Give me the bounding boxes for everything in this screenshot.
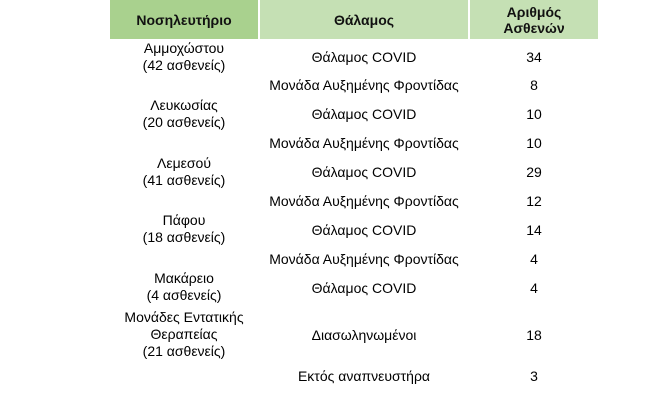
hospital-makareio: Μακάρειο (4 ασθενείς) [146, 270, 222, 303]
ward-cell: Μονάδα Αυξημένης Φροντίδας [269, 77, 459, 93]
patients-table [110, 0, 598, 418]
count-cell: 4 [530, 251, 538, 267]
ward-cell: Μονάδα Αυξημένης Φροντίδας [269, 251, 459, 267]
count-cell: 8 [530, 77, 538, 93]
ward-cell: Θάλαμος COVID [311, 164, 417, 180]
hospital-pafou: Πάφου (18 ασθενείς) [142, 212, 226, 245]
count-cell: 12 [526, 193, 542, 209]
ward-cell: Θάλαμος COVID [311, 49, 417, 65]
header-patient-count: Αριθμός Ασθενών [470, 0, 598, 39]
hospital-lemesou: Λεμεσού (41 ασθενείς) [142, 155, 226, 188]
header-hospital: Νοσηλευτήριο [110, 0, 258, 39]
count-cell: 14 [526, 222, 542, 238]
ward-cell: Διασωληνωμένοι [311, 327, 417, 343]
count-cell: 3 [530, 368, 538, 384]
count-cell: 29 [526, 164, 542, 180]
ward-cell: Μονάδα Αυξημένης Φροντίδας [269, 193, 459, 209]
hospital-icu: Μονάδες Εντατικής Θεραπείας (21 ασθενείς) [124, 309, 244, 359]
ward-cell: Μονάδα Αυξημένης Φροντίδας [269, 135, 459, 151]
count-cell: 10 [526, 106, 542, 122]
ward-cell: Θάλαμος COVID [311, 106, 417, 122]
count-cell: 34 [526, 49, 542, 65]
table-header [110, 0, 598, 39]
count-cell: 4 [530, 280, 538, 296]
count-cell: 10 [526, 135, 542, 151]
header-ward: Θάλαμος [260, 0, 468, 39]
table-body [110, 39, 598, 418]
count-cell: 18 [526, 327, 542, 343]
ward-cell: Θάλαμος COVID [311, 280, 417, 296]
ward-cell: Θάλαμος COVID [311, 222, 417, 238]
hospital-lefkosias: Λευκωσίας (20 ασθενείς) [142, 97, 226, 130]
hospital-ammochostou: Αμμοχώστου (42 ασθενείς) [142, 40, 226, 73]
ward-cell: Εκτός αναπνευστήρα [297, 368, 431, 384]
